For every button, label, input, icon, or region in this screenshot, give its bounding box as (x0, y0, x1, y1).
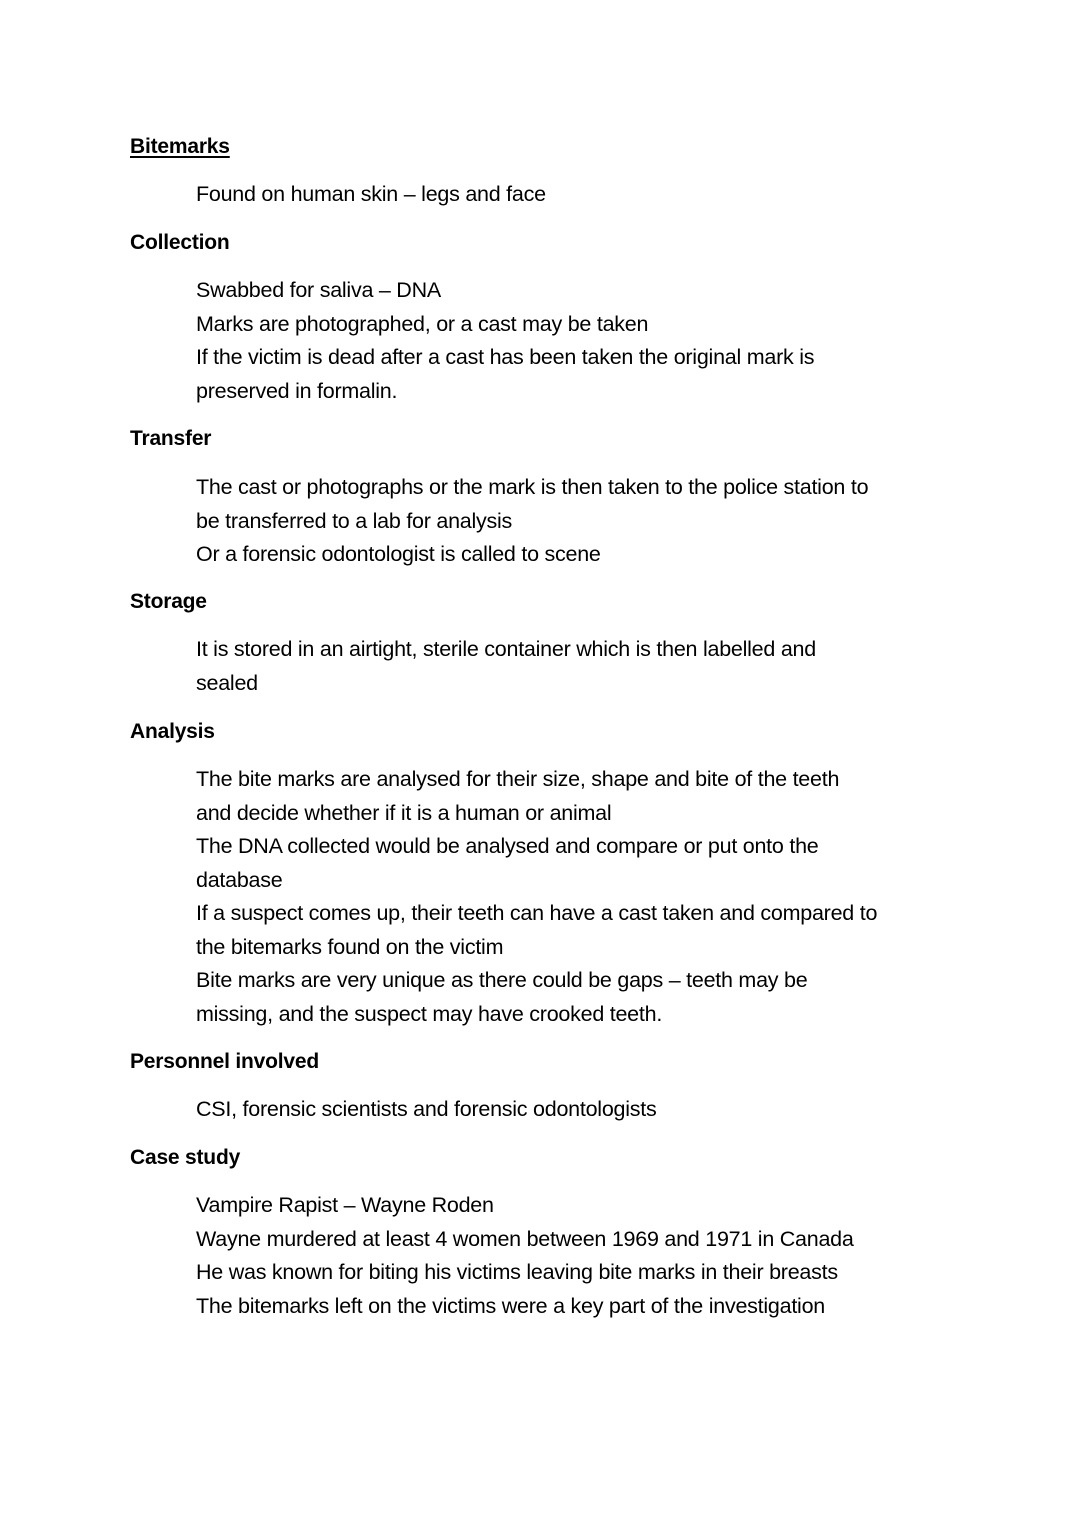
body-line: The DNA collected would be analysed and compare or put onto the (196, 834, 819, 858)
body-line: The bitemarks left on the victims were a key part of the investigation (196, 1293, 825, 1318)
body-line: Wayne murdered at least 4 women between 1969 and 1971 in Canada (196, 1226, 854, 1251)
body-line: CSI, forensic scientists and forensic odontologists (196, 1097, 657, 1121)
body-line: Or a forensic odontologist is called to scene (196, 542, 601, 566)
section-heading-collection: Collection (130, 231, 230, 254)
body-line: Found on human skin – legs and face (196, 182, 546, 206)
body-line: He was known for biting his victims leaving bite marks in their breasts (196, 1260, 838, 1284)
section-heading-case-study: Case study (130, 1146, 241, 1169)
section-collection-body (196, 274, 966, 408)
body-line: Swabbed for saliva – DNA (196, 278, 441, 302)
body-line: sealed (196, 670, 258, 695)
section-heading-analysis: Analysis (130, 720, 215, 743)
body-line: It is stored in an airtight, sterile container which is then labelled and (196, 637, 816, 661)
body-line: Vampire Rapist – Wayne Roden (196, 1193, 494, 1217)
body-line: and decide whether if it is a human or animal (196, 800, 612, 825)
body-line: be transferred to a lab for analysis (196, 508, 513, 533)
body-line: The bite marks are analysed for their size, shape and bite of the teeth (196, 767, 840, 791)
body-line: Bite marks are very unique as there could be gaps – teeth may be (196, 968, 808, 992)
section-analysis-body (196, 763, 966, 1031)
body-line: preserved in formalin. (196, 378, 398, 403)
section-heading-personnel: Personnel involved (130, 1050, 319, 1073)
section-transfer-body (196, 471, 966, 572)
body-line: If a suspect comes up, their teeth can have a cast taken and compared to (196, 901, 878, 925)
body-line: The cast or photographs or the mark is then taken to the police station to (196, 475, 869, 499)
body-line: database (196, 867, 283, 892)
section-personnel-body (196, 1093, 966, 1127)
body-line: missing, and the suspect may have crooked teeth. (196, 1001, 663, 1026)
body-line: the bitemarks found on the victim (196, 934, 504, 959)
section-heading-transfer: Transfer (130, 427, 212, 450)
section-heading-storage: Storage (130, 590, 207, 613)
section-case-study-body (196, 1189, 966, 1323)
section-bitemarks-body (196, 178, 966, 212)
title-heading: Bitemarks (130, 135, 230, 158)
body-line: If the victim is dead after a cast has been taken the original mark is (196, 345, 815, 369)
section-storage-body (196, 633, 966, 700)
body-line: Marks are photographed, or a cast may be taken (196, 311, 649, 336)
